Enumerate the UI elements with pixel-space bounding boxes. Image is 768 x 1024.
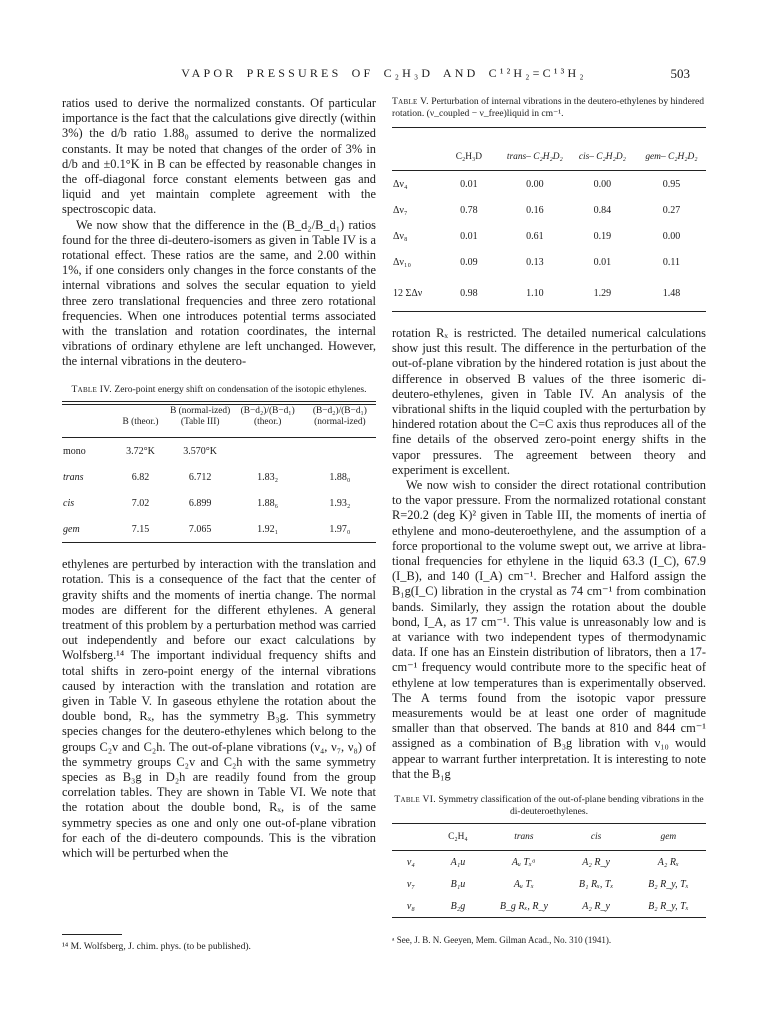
table-row [392,223,706,249]
table-cell: B₁u [450,878,466,890]
table-caption-text: Perturbation of internal vibrations in the deutero-ethylenes by hindered rotation. (ν_coupled − ν_free)liquid in cm⁻¹. [392,96,705,119]
table-header-cell: trans– C₂H₂D₂ [506,152,563,162]
table-cell: Aᵤ Tₓᵃ [511,856,536,868]
table-cell: 3.570°K [183,445,218,457]
table-cell: 1.83₂ [257,471,279,483]
table-row [392,275,706,312]
table-cell: B₂g [450,900,466,912]
footnote: ¹⁴ M. Wolfsberg, J. chim. phys. (to be published). [62,941,251,952]
table-row [392,895,706,918]
table-cell: 0.98 [460,287,478,299]
table-cell: B_g Rₓ, R_y [499,900,548,912]
table-cell: gem [63,523,80,535]
table-row [392,197,706,223]
table-label: Table V. [392,96,429,107]
table-cell: A₂ Rₓ [657,856,679,868]
table-cell: trans [63,471,84,483]
table-cell: 3.72°K [126,445,155,457]
table-iv [62,384,376,544]
table-header-cell: gem [660,832,677,843]
table-caption [62,384,376,396]
table-v [392,96,706,312]
table-label: Table IV. [71,383,112,395]
table-header-cell: cis [590,832,602,843]
table-header-cell: C₂H₃D [455,152,483,162]
table-header-cell [62,405,112,430]
table-cell: B₂ R_y, Tₓ [648,900,689,912]
table-cell: 0.00 [526,178,544,190]
table-cell: 0.13 [526,256,544,268]
table-header-cell: (B−d₂)/(B−d₁) (theor.) [240,406,295,428]
table-cell: 1.10 [526,287,544,299]
table-cell: 7.15 [131,523,150,535]
table-cell: 7.02 [131,497,150,509]
table-header-cell [392,824,430,845]
table-cell: A₂ R_y [582,856,610,868]
table-cell: 0.01 [460,178,478,190]
footnote-area [392,934,706,946]
paragraph: ethylenes are perturbed by interaction with the translation and rotation. This is a consequence of the fact that the center of gravity shifts and the moments of inertia change. The normal modes are different for the different ethylenes. A general treatment of this problem by a perturbation method was carried out independently and before our exact calculations by Wolfsberg.¹⁴ The important individual frequency shifts and total shifts in zero-point energy of the internal vibrations caused by interaction with the translation and rotation are given in Table V. In gaseous ethylene the rotation about the double bond, Rₓ, has the symmetry B₃g. This symmetry species changes for the deutero-ethylenes which belong to the groups C₂v and C₂h. The out-of-plane vibrations (ν₄, ν₇, ν₈) of the symmetry groups C₂v and C₂h with the same symmetry species as B₃g in D₂h are readily found from the group correlation tables. They are shown in Table VI. We note that the rotation about the double bond, Rₓ, is of the same symmetry species as one and only one out-of-plane vibration for each of the di-deutero compounds. This is the vibration which will be perturbed when the [62,557,376,861]
table-cell: 7.065 [188,523,212,535]
table-cell: cis [63,497,75,509]
table-caption [392,96,706,119]
table-row [392,873,706,895]
table-cell: 0.01 [460,230,478,242]
paragraph: We now show that the difference in the (B_d₂/B_d₁) ratios found for the three di-deutero-isomers as given in Table IV is a rotational effect. These ratios are the same, and 2.00 within 1%, if one considers only changes in the force constants of the internal vibrations and solves the secular equation to yield three zero translational frequencies and three zero rotational frequencies. When one introduces potential terms associated with the translation and rotation coordinates, the internal vibrations of ordinary ethylene are left unchanged. However, the internal vibrations in the deutero- [62,217,376,369]
table-caption-text: Symmetry classification of the out-of-plane bending vibrations in the di-deuteroethylenes. [438,794,704,817]
table-header-cell: B (normal-ized) (Table III) [170,406,231,428]
table-cell: B₁ Rₓ, Tₓ [578,878,614,890]
right-column [392,96,706,945]
table-cell: 1.29 [593,287,612,299]
table-cell: 0.19 [593,230,612,242]
running-title: VAPOR PRESSURES OF C₂H₃D AND C¹²H₂=C¹³H₂ [181,66,587,80]
table-cell: 0.00 [593,178,612,190]
table-cell [304,438,376,465]
table-cell: 0.01 [593,256,612,268]
table-cell: Δν₁₀ [393,256,411,268]
table-cell: 6.82 [131,471,150,483]
table-row [62,516,376,543]
table-cell: 12 ΣΔν [393,287,423,299]
table-row [62,464,376,490]
table-cell: 1.88₆ [257,497,279,509]
page-number: 503 [670,66,690,81]
left-column [62,96,376,952]
table-cell: 1.97₀ [329,523,351,535]
table-row [62,438,376,465]
table-cell: ν₈ [406,900,415,912]
table-cell: ν₇ [406,878,415,890]
paragraph: rotation Rₓ is restricted. The detailed numerical calculations show just this result. The difference in the perturbation of the out-of-plane vibration by the hindered rotation is just about the difference in observed B values of the three isomeric di-deutero-ethylenes, given in Table IV. An analysis of the vibrational shifts in the liquid coupled with the perturbation by hindered rotation about the C=C axis thus reproduces all of the fine details of the observed zero-point energy shifts in the vapor pressures. The agreement between theory and experiment is excellent. [392,326,706,477]
table-cell: 1.48 [662,287,681,299]
table-header-cell: trans [514,832,534,843]
table-cell: 6.712 [188,471,212,483]
table-row [392,851,706,874]
table-cell: 0.09 [460,256,478,268]
table-cell: 0.11 [662,256,681,268]
table-cell: 0.61 [526,230,544,242]
table-cell: A₁u [450,856,466,868]
table-cell: 1.93₂ [329,497,351,509]
table-cell: 0.95 [662,178,681,190]
table-row [392,249,706,275]
table-header-cell: gem– C₂H₂D₂ [645,152,698,162]
table-cell: 1.88₀ [329,471,351,483]
table-vi [392,794,706,918]
paragraph: We now wish to consider the direct rotational contribution to the vapor pressure. From the normalized rotational constant R=20.2 (deg K)² given in Table III, the moments of inertia of ethylene and mono-deuteroethylene, and the assumption of a force proportional to the volume swept out, we arrive at libra-tional frequencies for ethylene in the liquid 63.3 (I_C), 67.9 (I_B), and 140 (I_A) cm⁻¹. Brecher and Halford assign the B₁g(I_C) libration in the crystal as 74 cm⁻¹ from combination bands. Similarly, they assign the rotation about the double bond, I_A, as 17 cm⁻¹. This value is unreasonably low and is at variance with two independent types of thermodynamic data. If one has an Einstein distribution of librators, then a 17-cm⁻¹ frequency would contribute more to the specific heat of ethylene at low temperatures than is experimentally observed. The A terms found from the isotopic vapor pressure measurements would be at least one order of magnitude smaller than that observed. The bands at 810 and 844 cm⁻¹ assigned as a combination of B₃g libration with ν₁₀ would appear to warrant further interpretation. It is interesting to note that the B₁g [392,478,706,781]
table-cell: 0.78 [460,204,478,216]
table-cell [232,438,304,465]
table-cell: 6.899 [188,497,212,509]
footnote: ᵃ See, J. B. N. Geeyen, Mem. Gilman Acad., No. 310 (1941). [392,935,612,945]
table-cell: 0.00 [662,230,681,242]
table-cell: Δν₄ [393,178,408,190]
table-cell: A₂ R_y [582,900,610,912]
table-cell: 1.92₁ [257,523,279,535]
table-header-cell: (B−d₂)/(B−d₁) (normal-ized) [312,406,367,428]
table-cell: 0.16 [526,204,544,216]
table-cell: Δν₈ [393,230,408,242]
running-header [0,66,768,86]
table-header-cell [392,128,436,165]
table-cell: Δν₇ [393,204,408,216]
table-cell: Aᵤ Tₓ [513,878,534,890]
table-header-cell: C₂H₄ [448,832,468,843]
table-header-cell: cis– C₂H₂D₂ [578,152,626,162]
table-cell: ν₄ [406,856,415,868]
footnote-area [62,934,376,953]
table-cell: mono [63,445,86,457]
table-cell: 0.84 [593,204,612,216]
table-row [392,171,706,198]
table-caption-text: Zero-point energy shift on condensation of the isotopic ethylenes. [114,383,367,395]
table-cell: 0.27 [662,204,681,216]
table-caption [392,794,706,817]
table-cell: B₂ R_y, Tₓ [648,878,689,890]
paragraph: ratios used to derive the normalized constants. Of particular importance is the fact that the calculations give directly (within 3%) the d/b ratio 1.88₀ assumed to derive the normalized constants. It may be noted that changes of the order of 3% in d/b and ±0.1°K in B can be effected by reasonable changes in the off-diagonal force constant elements between gas and liquid and yet maintain complete agreement with the spectroscopic data. [62,96,376,217]
table-header-cell: B (theor.) [122,417,159,428]
table-label: Table VI. [394,794,436,806]
table-row [62,490,376,516]
